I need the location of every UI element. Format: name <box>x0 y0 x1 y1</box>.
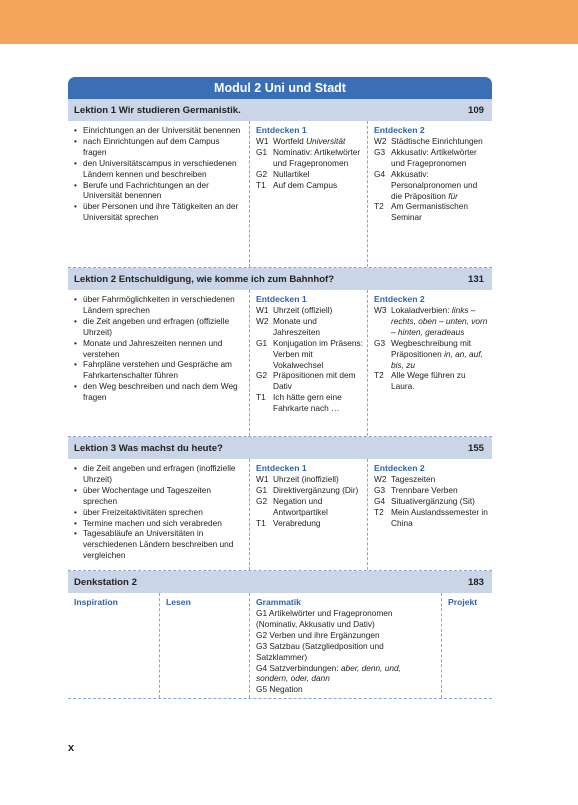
text-run: Uhrzeit (inoffiziell) <box>273 474 339 484</box>
topic-text <box>273 338 363 371</box>
topic-text <box>391 474 488 485</box>
topic-code: T1 <box>256 517 266 528</box>
topic-code: T1 <box>256 179 266 190</box>
entdecken1-label: Entdecken 1 <box>256 125 307 135</box>
text-run: Alle Wege führen zu Laura. <box>391 370 466 392</box>
text-run: Monate und Jahreszeiten <box>273 315 321 337</box>
topic-item <box>256 370 363 392</box>
entdecken1-label: Entdecken 1 <box>256 294 307 304</box>
topic-item <box>256 169 363 180</box>
topic-item <box>374 507 488 529</box>
entdecken1-label: Entdecken 1 <box>256 463 307 473</box>
topic-item <box>374 136 488 147</box>
topic-item <box>374 201 488 223</box>
lesson-page: 109 <box>467 104 484 116</box>
topic-text <box>391 201 488 223</box>
text-run: Wortfeld <box>273 136 304 146</box>
topic-item <box>374 496 488 507</box>
lesen-label: Lesen <box>166 597 191 607</box>
topic-code: G2 <box>256 495 268 506</box>
denkstation-body <box>68 593 492 699</box>
text-run: G3 Satzbau (Satzgliedposition und Satzklammer) <box>256 640 384 662</box>
topic-code: G3 <box>374 337 386 348</box>
grammatik-item <box>256 684 435 695</box>
lessons-container <box>68 99 492 571</box>
text-run: G1 Artikelwörter und Fragepronomen (Nominativ, Akkusativ und Dativ) <box>256 608 393 629</box>
goal-item: • Tagesabläufe an Universitäten in verschiedenen Ländern beschreiben und vergleichen <box>74 528 243 561</box>
topic-code: G1 <box>256 337 268 348</box>
topic-text <box>391 507 488 529</box>
topic-text <box>273 147 363 169</box>
entdecken1-column <box>250 290 368 436</box>
topic-item <box>256 338 363 371</box>
topic-text <box>273 496 363 518</box>
text-run: Konjugation im Präsens: Verben mit Vokalwechsel <box>273 337 363 370</box>
text-run: G2 Verben und ihre Ergänzungen <box>256 629 380 640</box>
topic-code: G2 <box>256 370 268 381</box>
topic-text <box>273 305 363 316</box>
topic-item <box>374 169 488 202</box>
topic-item <box>374 370 488 392</box>
text-run: Verabredung <box>273 517 321 528</box>
topic-item <box>374 147 488 169</box>
topic-text <box>273 474 363 485</box>
topic-code: G1 <box>256 484 268 495</box>
topic-item <box>256 180 363 191</box>
text-run: Nominativ: Artikelwörter und Fragepronomen <box>273 146 361 168</box>
text-run: Mein Auslandssemester in China <box>391 506 488 528</box>
topic-text <box>391 496 488 507</box>
topic-text <box>391 169 488 202</box>
grammatik-list <box>256 608 435 695</box>
topic-item <box>256 518 363 529</box>
grammatik-item <box>256 641 435 663</box>
topic-item <box>256 392 363 414</box>
topic-item <box>374 485 488 496</box>
topic-text <box>273 370 363 392</box>
goal-item: • Monate und Jahreszeiten nennen und verstehen <box>74 338 243 360</box>
goals-list <box>74 294 243 403</box>
entdecken2-label: Entdecken 2 <box>374 125 425 135</box>
topic-item <box>256 147 363 169</box>
italic-term: Universität <box>306 136 346 146</box>
topic-code: W1 <box>256 474 269 484</box>
topic-text <box>273 136 363 147</box>
grammatik-label: Grammatik <box>256 597 301 607</box>
lesson-title: Lektion 2 Entschuldigung, wie komme ich zum Bahnhof? <box>74 273 335 285</box>
topic-text <box>273 316 363 338</box>
text-run: Akkusativ: Artikelwörter und Fragepronomen <box>391 146 477 168</box>
text-run: Trennbare Verben <box>391 484 458 495</box>
topic-code: G4 <box>374 168 386 179</box>
topic-code: G2 <box>256 168 268 179</box>
goal-item: • Einrichtungen an der Universität benennen <box>74 125 243 136</box>
italic-term: in, an, auf, bis, zu <box>391 348 483 370</box>
text-run: Ich hätte gern eine Fahrkarte nach … <box>273 392 342 414</box>
topic-text <box>391 338 488 371</box>
grammatik-item <box>256 630 435 641</box>
entdecken2-label: Entdecken 2 <box>374 294 425 304</box>
lesson-body <box>68 290 492 437</box>
goals-column <box>68 290 250 436</box>
topic-code: T2 <box>374 201 384 212</box>
topic-code: G1 <box>256 146 268 157</box>
italic-term: für <box>448 190 458 201</box>
goal-item: • den Weg beschreiben und nach dem Weg fragen <box>74 381 243 403</box>
goals-list <box>74 125 243 223</box>
goal-item: • die Zeit angeben und erfragen (offizielle Uhrzeit) <box>74 316 243 338</box>
topic-item <box>256 485 363 496</box>
topic-code: W2 <box>374 136 387 146</box>
topic-code: W3 <box>374 305 387 315</box>
text-run: Städtische Einrichtungen <box>391 136 483 146</box>
topic-code: W2 <box>374 474 387 484</box>
entdecken2-column <box>368 121 492 267</box>
topic-text <box>391 305 488 338</box>
lesson-header <box>68 437 492 459</box>
lesson-header <box>68 99 492 121</box>
topic-item <box>374 474 488 485</box>
entdecken1-column <box>250 121 368 267</box>
topic-item <box>256 496 363 518</box>
entdecken2-column <box>368 459 492 570</box>
topic-code: T2 <box>374 370 384 381</box>
goal-item: • über Wochentage und Tageszeiten sprechen <box>74 485 243 507</box>
goal-item: • über Freizeitaktivitäten sprechen <box>74 507 243 518</box>
text-run: Negation und Antwortpartikel <box>273 495 328 517</box>
text-run: Präpositionen mit dem Dativ <box>273 370 356 392</box>
text-run: Akkusativ: Personalpronomen und die Präposition <box>391 168 478 201</box>
text-run: Lokaladverbien: <box>391 305 450 315</box>
topic-code: T1 <box>256 392 266 403</box>
topic-item <box>256 474 363 485</box>
topic-text <box>391 147 488 169</box>
italic-term: links – rechts, oben – unten, vorn – hinten, geradeaus <box>391 305 488 337</box>
topic-item <box>374 338 488 371</box>
contents-table <box>68 77 492 699</box>
text-run: Tageszeiten <box>391 474 436 484</box>
goals-column <box>68 459 250 570</box>
topic-code: G4 <box>374 495 386 506</box>
goal-item: • Berufe und Fachrichtungen an der Universität benennen <box>74 180 243 202</box>
goal-item: • über Personen und ihre Tätigkeiten an der Universität sprechen <box>74 201 243 223</box>
top-color-band <box>0 0 578 44</box>
module-header: Modul 2 Uni und Stadt <box>68 77 492 99</box>
goals-list <box>74 463 243 561</box>
topic-text <box>391 485 488 496</box>
text-run: Wegbeschreibung mit Präpositionen <box>391 337 472 359</box>
italic-term: aber, denn, und, sondern, oder, dann <box>256 662 401 684</box>
topic-text <box>273 485 363 496</box>
topic-code: T2 <box>374 506 384 517</box>
text-run: G4 Satzverbindungen: <box>256 662 339 673</box>
topic-code: W2 <box>256 315 269 326</box>
goal-item: • Termine machen und sich verabreden <box>74 518 243 529</box>
topic-text <box>391 136 488 147</box>
topic-code: W1 <box>256 136 269 146</box>
lesson-page: 131 <box>467 273 484 285</box>
lesson-title: Lektion 3 Was machst du heute? <box>74 442 223 454</box>
lesson-body <box>68 459 492 571</box>
denkstation-page: 183 <box>467 576 484 588</box>
goal-item: • den Universitätscampus in verschiedenen Ländern kennen und beschreiben <box>74 158 243 180</box>
grammatik-item <box>256 608 435 630</box>
lesson-header <box>68 268 492 290</box>
topic-item <box>256 316 363 338</box>
goal-item: • die Zeit angeben und erfragen (inoffizielle Uhrzeit) <box>74 463 243 485</box>
entdecken2-label: Entdecken 2 <box>374 463 425 473</box>
denkstation-title: Denkstation 2 <box>74 576 137 588</box>
goal-item: • Fahrpläne verstehen und Gespräche am Fahrkartenschalter führen <box>74 359 243 381</box>
topic-text <box>273 180 363 191</box>
page-number: x <box>68 742 75 754</box>
lesson-body <box>68 121 492 268</box>
topic-code: G3 <box>374 146 386 157</box>
topic-item <box>374 305 488 338</box>
lesson-page: 155 <box>467 442 484 454</box>
text-run: Nullartikel <box>273 168 310 179</box>
goal-item: • nach Einrichtungen auf dem Campus fragen <box>74 136 243 158</box>
entdecken2-column <box>368 290 492 436</box>
grammatik-item <box>256 663 435 685</box>
text-run: Am Germanistischen Seminar <box>391 201 469 223</box>
denkstation-header <box>68 571 492 593</box>
text-run: Uhrzeit (offiziell) <box>273 305 333 315</box>
topic-text <box>391 370 488 392</box>
goals-column <box>68 121 250 267</box>
goal-item: • über Fahrmöglichkeiten in verschiedenen Ländern sprechen <box>74 294 243 316</box>
inspiration-label: Inspiration <box>74 597 118 607</box>
text-run: G5 Negation <box>256 684 303 695</box>
lesson-title: Lektion 1 Wir studieren Germanistik. <box>74 104 241 116</box>
topic-code: W1 <box>256 305 269 315</box>
topic-text <box>273 169 363 180</box>
topic-code: G3 <box>374 484 386 495</box>
projekt-label: Projekt <box>448 597 478 607</box>
text-run: Situativergänzung (Sit) <box>391 495 475 506</box>
text-run: Direktivergänzung (Dir) <box>273 484 359 495</box>
text-run: Auf dem Campus <box>273 179 338 190</box>
topic-item <box>256 136 363 147</box>
topic-text <box>273 518 363 529</box>
topic-item <box>256 305 363 316</box>
topic-text <box>273 392 363 414</box>
entdecken1-column <box>250 459 368 570</box>
